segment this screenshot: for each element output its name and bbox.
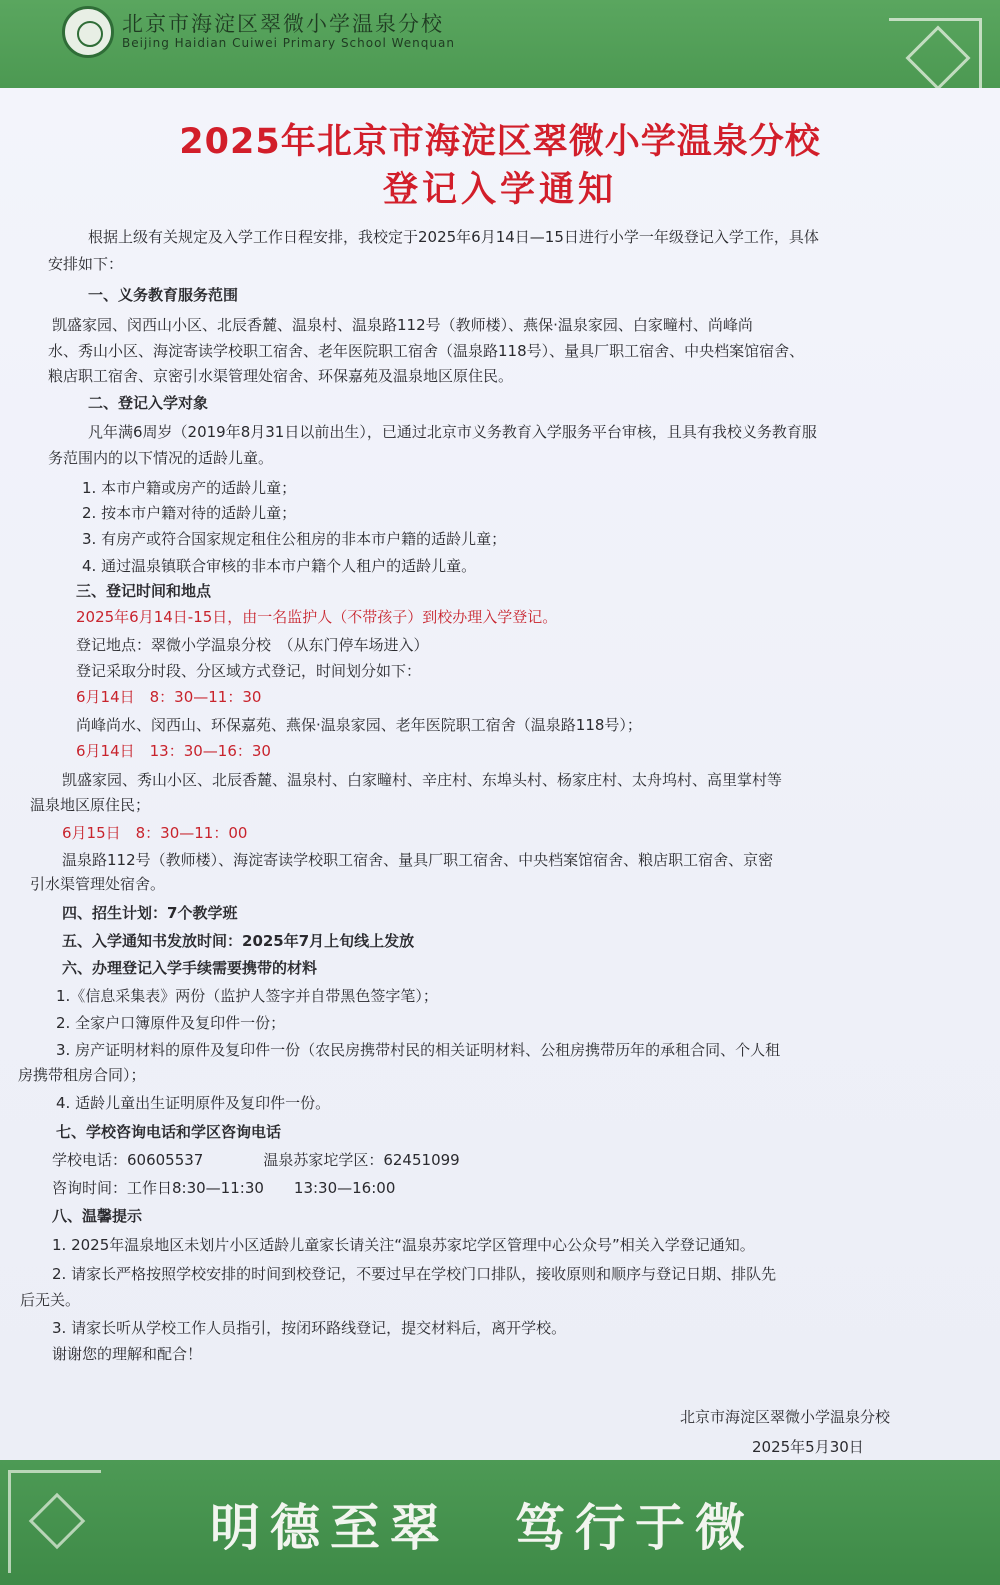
section-heading: 三、登记时间和地点 [76, 582, 212, 600]
section-heading: 六、办理登记入学手续需要携带的材料 [62, 959, 318, 977]
section-heading: 四、招生计划：7个教学班 [62, 904, 238, 922]
body-text-line: 根据上级有关规定及入学工作日程安排，我校定于2025年6月14日—15日进行小学一年级登记入学工作，具体 [88, 228, 819, 246]
body-text-line: 1.《信息采集表》两份（监护人签字并自带黑色签字笔）； [56, 987, 438, 1005]
section-heading: 五、入学通知书发放时间：2025年7月上旬线上发放 [62, 932, 415, 950]
body-text-line: 3. 有房产或符合国家规定租住公租房的非本市户籍的适龄儿童； [82, 530, 507, 548]
body-text-line: 学校电话：60605537 温泉苏家坨学区：62451099 [52, 1151, 460, 1169]
body-text-line: 2025年6月14日-15日，由一名监护人（不带孩子）到校办理入学登记。 [76, 608, 558, 626]
section-heading: 七、学校咨询电话和学区咨询电话 [56, 1123, 282, 1141]
body-text-line: 粮店职工宿舍、京密引水渠管理处宿舍、环保嘉苑及温泉地区原住民。 [48, 367, 514, 385]
body-text-line: 4. 通过温泉镇联合审核的非本市户籍个人租户的适龄儿童。 [82, 557, 477, 575]
notice-title-line1: 2025年北京市海淀区翠微小学温泉分校 [179, 122, 821, 162]
body-text-line: 6月15日 8：30—11：00 [62, 824, 248, 842]
body-text-line: 引水渠管理处宿舍。 [30, 875, 166, 893]
body-text-line: 6月14日 13：30—16：30 [76, 742, 271, 760]
body-text-line: 2. 全家户口簿原件及复印件一份； [56, 1014, 286, 1032]
body-text-line: 水、秀山小区、海淀寄读学校职工宿舍、老年医院职工宿舍（温泉路118号）、量具厂职工宿舍、中央档案馆宿舍、 [48, 342, 805, 360]
school-name-en: Beijing Haidian Cuiwei Primary School Wenquan [122, 36, 455, 50]
signature-date: 2025年5月30日 [752, 1438, 864, 1456]
body-text-line: 凡年满6周岁（2019年8月31日以前出生），已通过北京市义务教育入学服务平台审核，且具有我校义务教育服 [88, 423, 817, 441]
motto-right: 笃行于微 [515, 1498, 755, 1557]
body-text-line: 谢谢您的理解和配合！ [52, 1345, 203, 1363]
body-text-line: 1. 2025年温泉地区未划片小区适龄儿童家长请关注“温泉苏家坨学区管理中心公众号”相关入学登记通知。 [52, 1236, 755, 1254]
body-text-line: 2. 按本市户籍对待的适龄儿童； [82, 504, 297, 522]
section-heading: 二、登记入学对象 [88, 394, 209, 412]
body-text-line: 后无关。 [20, 1291, 81, 1309]
body-text-line: 6月14日 8：30—11：30 [76, 688, 262, 706]
ornament-icon [8, 1470, 101, 1573]
body-text-line: 4. 适龄儿童出生证明原件及复印件一份。 [56, 1094, 331, 1112]
body-text-line: 2. 请家长严格按照学校安排的时间到校登记，不要过早在学校门口排队，接收原则和顺序与登记日期、排队先 [52, 1265, 777, 1283]
signature-org: 北京市海淀区翠微小学温泉分校 [680, 1408, 891, 1426]
notice-title-line2: 登记入学通知 [382, 170, 617, 210]
body-text-line: 3. 房产证明材料的原件及复印件一份（农民房携带村民的相关证明材料、公租房携带历年的承租合同、个人租 [56, 1041, 781, 1059]
body-text-line: 凯盛家园、闵西山小区、北辰香麓、温泉村、温泉路112号（教师楼）、燕保·温泉家园、白家疃村、尚峰尚 [52, 316, 753, 334]
body-text-line: 3. 请家长听从学校工作人员指引，按闭环路线登记，提交材料后，离开学校。 [52, 1319, 567, 1337]
body-text-line: 务范围内的以下情况的适龄儿童。 [48, 449, 274, 467]
body-text-line: 房携带租房合同）； [18, 1066, 146, 1084]
body-text-line: 温泉路112号（教师楼）、海淀寄读学校职工宿舍、量具厂职工宿舍、中央档案馆宿舍、粮店职工宿舍、京密 [62, 851, 774, 869]
body-text-line: 1. 本市户籍或房产的适龄儿童； [82, 479, 297, 497]
section-heading: 一、义务教育服务范围 [88, 286, 239, 304]
header-band [0, 0, 1000, 100]
body-text-line: 安排如下： [48, 255, 124, 273]
body-text-line: 咨询时间：工作日8:30—11:30 13:30—16:00 [52, 1179, 396, 1197]
motto-left: 明德至翠 [210, 1498, 450, 1557]
section-heading: 八、温馨提示 [52, 1207, 143, 1225]
body-text-line: 凯盛家园、秀山小区、北辰香麓、温泉村、白家疃村、辛庄村、东埠头村、杨家庄村、太舟坞村、高里掌村等 [62, 771, 783, 789]
school-logo-icon [62, 6, 114, 58]
footer-band [0, 1460, 1000, 1585]
body-text-line: 尚峰尚水、闵西山、环保嘉苑、燕保·温泉家园、老年医院职工宿舍（温泉路118号）； [76, 716, 642, 734]
body-text-line: 温泉地区原住民； [30, 796, 151, 814]
body-text-line: 登记地点：翠微小学温泉分校 （从东门停车场进入） [76, 636, 429, 654]
school-name-cn: 北京市海淀区翠微小学温泉分校 [122, 12, 444, 36]
body-text-line: 登记采取分时段、分区域方式登记，时间划分如下： [76, 662, 422, 680]
